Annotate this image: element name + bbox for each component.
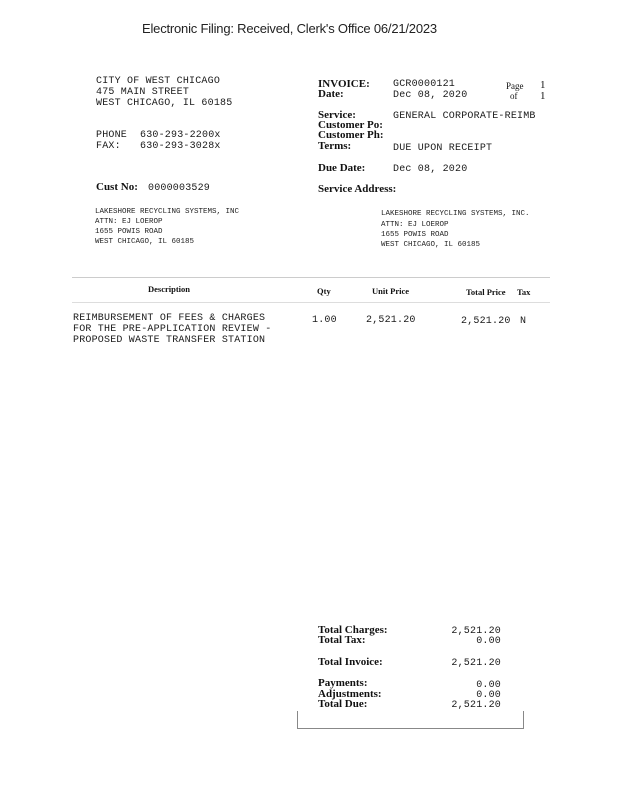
vendor-phone: 630-293-2200x [140, 130, 221, 141]
table-header-top-rule [72, 277, 550, 278]
row-qty: 1.00 [312, 315, 337, 326]
vendor-name: CITY OF WEST CHICAGO [96, 76, 221, 87]
row-description-line: REIMBURSEMENT OF FEES & CHARGES [73, 313, 266, 324]
row-description-line: PROPOSED WASTE TRANSFER STATION [73, 335, 266, 346]
vendor-street: 475 MAIN STREET [96, 87, 190, 98]
total-invoice-label: Total Invoice: [318, 656, 383, 668]
cust-no-value: 0000003529 [148, 183, 211, 194]
row-description-line: FOR THE PRE-APPLICATION REVIEW - [73, 324, 272, 335]
service-address-label: Service Address: [318, 183, 397, 195]
filing-stamp: Electronic Filing: Received, Clerk's Office 06/21/2023 [142, 21, 437, 36]
terms-label: Terms: [318, 140, 352, 152]
row-total-price: 2,521.20 [461, 316, 511, 327]
header-description: Description [148, 284, 191, 294]
totals-box-right-rule [523, 711, 524, 729]
page-number: 1 [540, 79, 546, 91]
bill-to-line: WEST CHICAGO, IL 60185 [95, 238, 195, 246]
due-date-value: Dec 08, 2020 [393, 164, 468, 175]
adjustments-label: Adjustments: [318, 688, 382, 700]
row-unit-price: 2,521.20 [366, 315, 416, 326]
service-address-line: WEST CHICAGO, IL 60185 [381, 241, 481, 249]
bill-to-line: LAKESHORE RECYCLING SYSTEMS, INC [95, 208, 240, 216]
service-address-line: ATTN: EJ LOEROP [381, 221, 449, 229]
vendor-phone-label: PHONE [96, 130, 128, 141]
service-address-line: 1655 POWIS ROAD [381, 231, 449, 239]
of-label: of [510, 91, 518, 101]
invoice-label: INVOICE: [318, 78, 370, 90]
total-charges-value: 2,521.20 [451, 626, 501, 637]
service-address-line: LAKESHORE RECYCLING SYSTEMS, INC. [381, 210, 530, 218]
due-date-label: Due Date: [318, 162, 366, 174]
date-label: Date: [318, 88, 344, 100]
total-tax-value: 0.00 [476, 636, 501, 647]
total-tax-label: Total Tax: [318, 634, 366, 646]
header-unit-price: Unit Price [372, 286, 410, 296]
table-header-bottom-rule [72, 302, 550, 303]
total-due-value: 2,521.20 [451, 700, 501, 711]
page-label: Page [506, 81, 524, 91]
customer-ph-label: Customer Ph: [318, 129, 384, 141]
cust-no-label: Cust No: [96, 181, 138, 193]
row-tax: N [520, 316, 527, 327]
invoice-date: Dec 08, 2020 [393, 90, 468, 101]
vendor-fax: 630-293-3028x [140, 141, 221, 152]
totals-box-bottom-rule [297, 728, 524, 729]
bill-to-line: ATTN: EJ LOEROP [95, 218, 163, 226]
total-due-label: Total Due: [318, 698, 368, 710]
invoice-number: GCR0000121 [393, 79, 456, 90]
page-total: 1 [540, 90, 546, 102]
payments-value: 0.00 [476, 680, 501, 691]
header-total-price: Total Price [466, 287, 506, 297]
payments-label: Payments: [318, 677, 368, 689]
adjustments-value: 0.00 [476, 690, 501, 701]
bill-to-line: 1655 POWIS ROAD [95, 228, 163, 236]
total-charges-label: Total Charges: [318, 624, 388, 636]
header-qty: Qty [317, 286, 331, 296]
service-value: GENERAL CORPORATE-REIMB [393, 111, 536, 122]
header-tax: Tax [517, 287, 531, 297]
customer-po-label: Customer Po: [318, 119, 383, 131]
totals-box-left-rule [297, 711, 298, 729]
vendor-city: WEST CHICAGO, IL 60185 [96, 98, 233, 109]
terms-value: DUE UPON RECEIPT [393, 143, 493, 154]
service-label: Service: [318, 109, 356, 121]
total-invoice-value: 2,521.20 [451, 658, 501, 669]
vendor-fax-label: FAX: [96, 141, 121, 152]
